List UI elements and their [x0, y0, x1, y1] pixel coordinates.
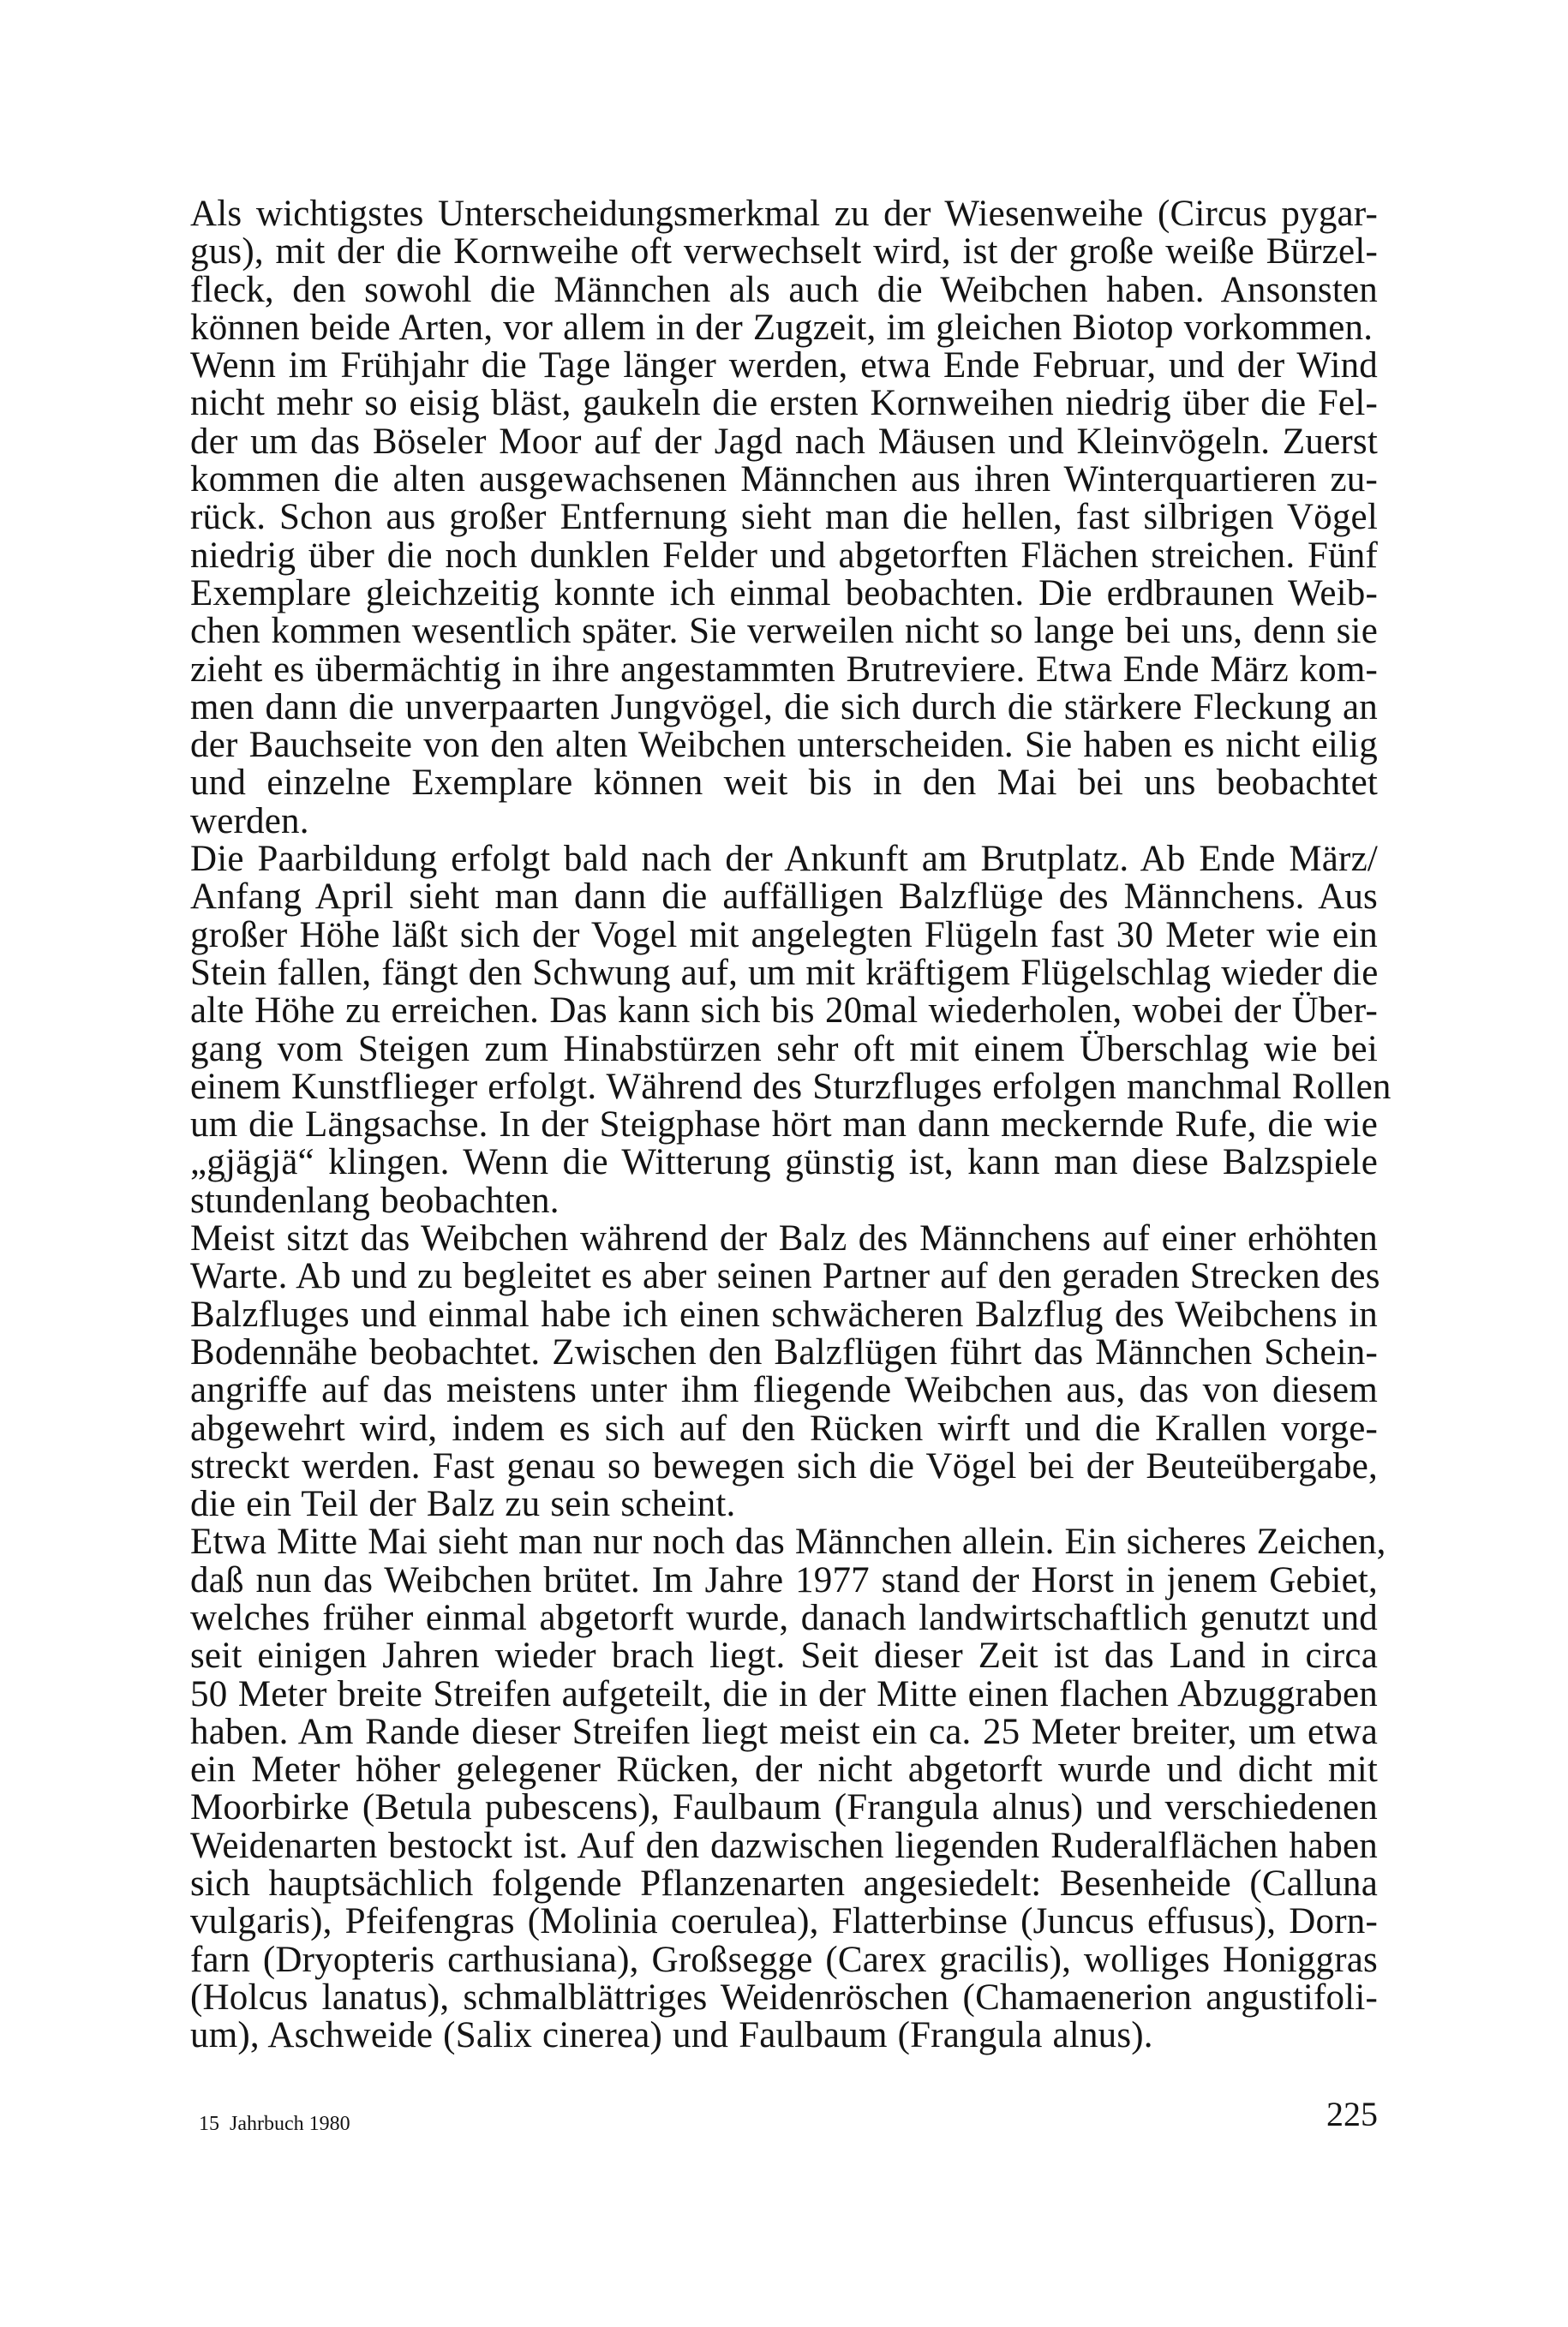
text-line: Balzfluges und einmal habe ich einen schwächeren Balzflug des Weibchens in	[190, 1294, 1378, 1335]
text-line: werden.	[190, 800, 309, 841]
text-line: 50 Meter breite Streifen aufgeteilt, die in der Mitte einen flachen Abzuggraben	[190, 1673, 1378, 1714]
text-line: können beide Arten, vor allem in der Zugzeit, im gleichen Biotop vorkommen.	[190, 307, 1373, 348]
text-line: der um das Böseler Moor auf der Jagd nach Mäusen und Kleinvögeln. Zuerst	[190, 421, 1378, 462]
text-line: Warte. Ab und zu begleitet es aber seinen Partner auf den geraden Strecken des	[190, 1256, 1380, 1297]
paragraph-arrival	[190, 347, 1378, 840]
text-line: gus), mit der die Kornweihe oft verwechselt wird, ist der große weiße Bürzel-	[190, 231, 1378, 272]
text-line: alte Höhe zu erreichen. Das kann sich bis 20mal wiederholen, wobei der Über-	[190, 990, 1378, 1032]
text-line: und einzelne Exemplare können weit bis in den Mai bei uns beobachtet	[190, 763, 1378, 804]
text-line: der Bauchseite von den alten Weibchen unterscheiden. Sie haben es nicht eilig	[190, 725, 1378, 766]
text-line: Etwa Mitte Mai sieht man nur noch das Männchen allein. Ein sicheres Zeichen,	[190, 1522, 1386, 1563]
text-line: stundenlang beobachten.	[190, 1180, 560, 1221]
text-line: fleck, den sowohl die Männchen als auch die Weibchen haben. Ansonsten	[190, 269, 1378, 310]
text-line: zieht es übermächtig in ihre angestammten Brutreviere. Etwa Ende März kom-	[190, 649, 1378, 690]
text-line: Moorbirke (Betula pubescens), Faulbaum (Frangula alnus) und verschiedenen	[190, 1787, 1378, 1828]
text-line: men dann die unverpaarten Jungvögel, die sich durch die stärkere Fleckung an	[190, 686, 1378, 727]
text-line: nicht mehr so eisig bläst, gaukeln die ersten Kornweihen niedrig über die Fel-	[190, 383, 1378, 424]
text-line: Die Paarbildung erfolgt bald nach der Ankunft am Brutplatz. Ab Ende März/	[190, 839, 1378, 880]
text-line: rück. Schon aus großer Entfernung sieht man die hellen, fast silbrigen Vögel	[190, 497, 1378, 538]
text-line: angriffe auf das meistens unter ihm fliegende Weibchen aus, das von diesem	[190, 1370, 1378, 1411]
paragraph-nesting-habitat	[190, 1522, 1386, 2056]
text-line: kommen die alten ausgewachsenen Männchen aus ihren Winterquartieren zu-	[190, 459, 1378, 500]
text-line: Als wichtigstes Unterscheidungsmerkmal zu der Wiesenweihe (Circus pygar-	[190, 194, 1378, 234]
text-line: abgewehrt wird, indem es sich auf den Rücken wirft und die Krallen vorge-	[190, 1408, 1378, 1449]
text-line: haben. Am Rande dieser Streifen liegt meist ein ca. 25 Meter breiter, um etwa	[190, 1711, 1378, 1752]
text-line: daß nun das Weibchen brütet. Im Jahre 1977 stand der Horst in jenem Gebiet,	[190, 1559, 1378, 1600]
text-line: seit einigen Jahren wieder brach liegt. Seit dieser Zeit ist das Land in circa	[190, 1636, 1378, 1677]
text-line: niedrig über die noch dunklen Felder und abgetorften Flächen streichen. Fünf	[190, 535, 1378, 576]
text-line: einem Kunstflieger erfolgt. Während des Sturzfluges erfolgen manchmal Rollen	[190, 1066, 1391, 1107]
text-line: vulgaris), Pfeifengras (Molinia coerulea), Flatterbinse (Juncus effusus), Dorn-	[190, 1901, 1378, 1942]
footer-signature: 15 Jahrbuch 1980	[199, 2113, 350, 2135]
paragraph-courtship	[190, 839, 1391, 1221]
body-text	[190, 194, 1391, 2056]
text-line: Anfang April sieht man dann die auffälligen Balzflüge des Männchens. Aus	[190, 876, 1378, 918]
text-line: die ein Teil der Balz zu sein scheint.	[190, 1484, 736, 1525]
text-line: welches früher einmal abgetorft wurde, danach landwirtschaftlich genutzt und	[190, 1597, 1378, 1638]
paragraph-identification	[190, 195, 1378, 347]
page-number: 225	[1326, 2095, 1378, 2133]
text-line: sich hauptsächlich folgende Pflanzenarten angesiedelt: Besenheide (Calluna	[190, 1863, 1378, 1905]
text-line: ein Meter höher gelegener Rücken, der nicht abgetorft wurde und dicht mit	[190, 1750, 1378, 1791]
text-line: Bodennähe beobachtet. Zwischen den Balzflügen führt das Männchen Schein-	[190, 1331, 1378, 1373]
text-line: chen kommen wesentlich später. Sie verweilen nicht so lange bei uns, denn sie	[190, 611, 1378, 652]
text-line: Meist sitzt das Weibchen während der Balz des Männchens auf einer erhöhten	[190, 1218, 1378, 1259]
text-line: Wenn im Frühjahr die Tage länger werden, etwa Ende Februar, und der Wind	[190, 345, 1378, 386]
paragraph-female-behaviour	[190, 1220, 1378, 1523]
text-line: farn (Dryopteris carthusiana), Großsegge (Carex gracilis), wolliges Honiggras	[190, 1939, 1378, 1980]
text-line: um), Aschweide (Salix cinerea) und Faulbaum (Frangula alnus).	[190, 2015, 1153, 2056]
text-line: (Holcus lanatus), schmalblättriges Weidenröschen (Chamaenerion angustifoli-	[190, 1977, 1378, 2018]
text-line: „gjägjä“ klingen. Wenn die Witterung günstig ist, kann man diese Balzspiele	[190, 1142, 1378, 1183]
text-line: Weidenarten bestockt ist. Auf den dazwischen liegenden Ruderalflächen haben	[190, 1825, 1378, 1866]
text-line: gang vom Steigen zum Hinabstürzen sehr oft mit einem Überschlag wie bei	[190, 1028, 1378, 1069]
text-line: streckt werden. Fast genau so bewegen sich die Vögel bei der Beuteübergabe,	[190, 1445, 1378, 1487]
text-line: um die Längsachse. In der Steigphase hört man dann meckernde Rufe, die wie	[190, 1104, 1378, 1146]
text-line: Stein fallen, fängt den Schwung auf, um mit kräftigem Flügelschlag wieder die	[190, 952, 1379, 993]
text-line: großer Höhe läßt sich der Vogel mit angelegten Flügeln fast 30 Meter wie ein	[190, 914, 1378, 955]
text-line: Exemplare gleichzeitig konnte ich einmal beobachten. Die erdbraunen Weib-	[190, 572, 1378, 613]
